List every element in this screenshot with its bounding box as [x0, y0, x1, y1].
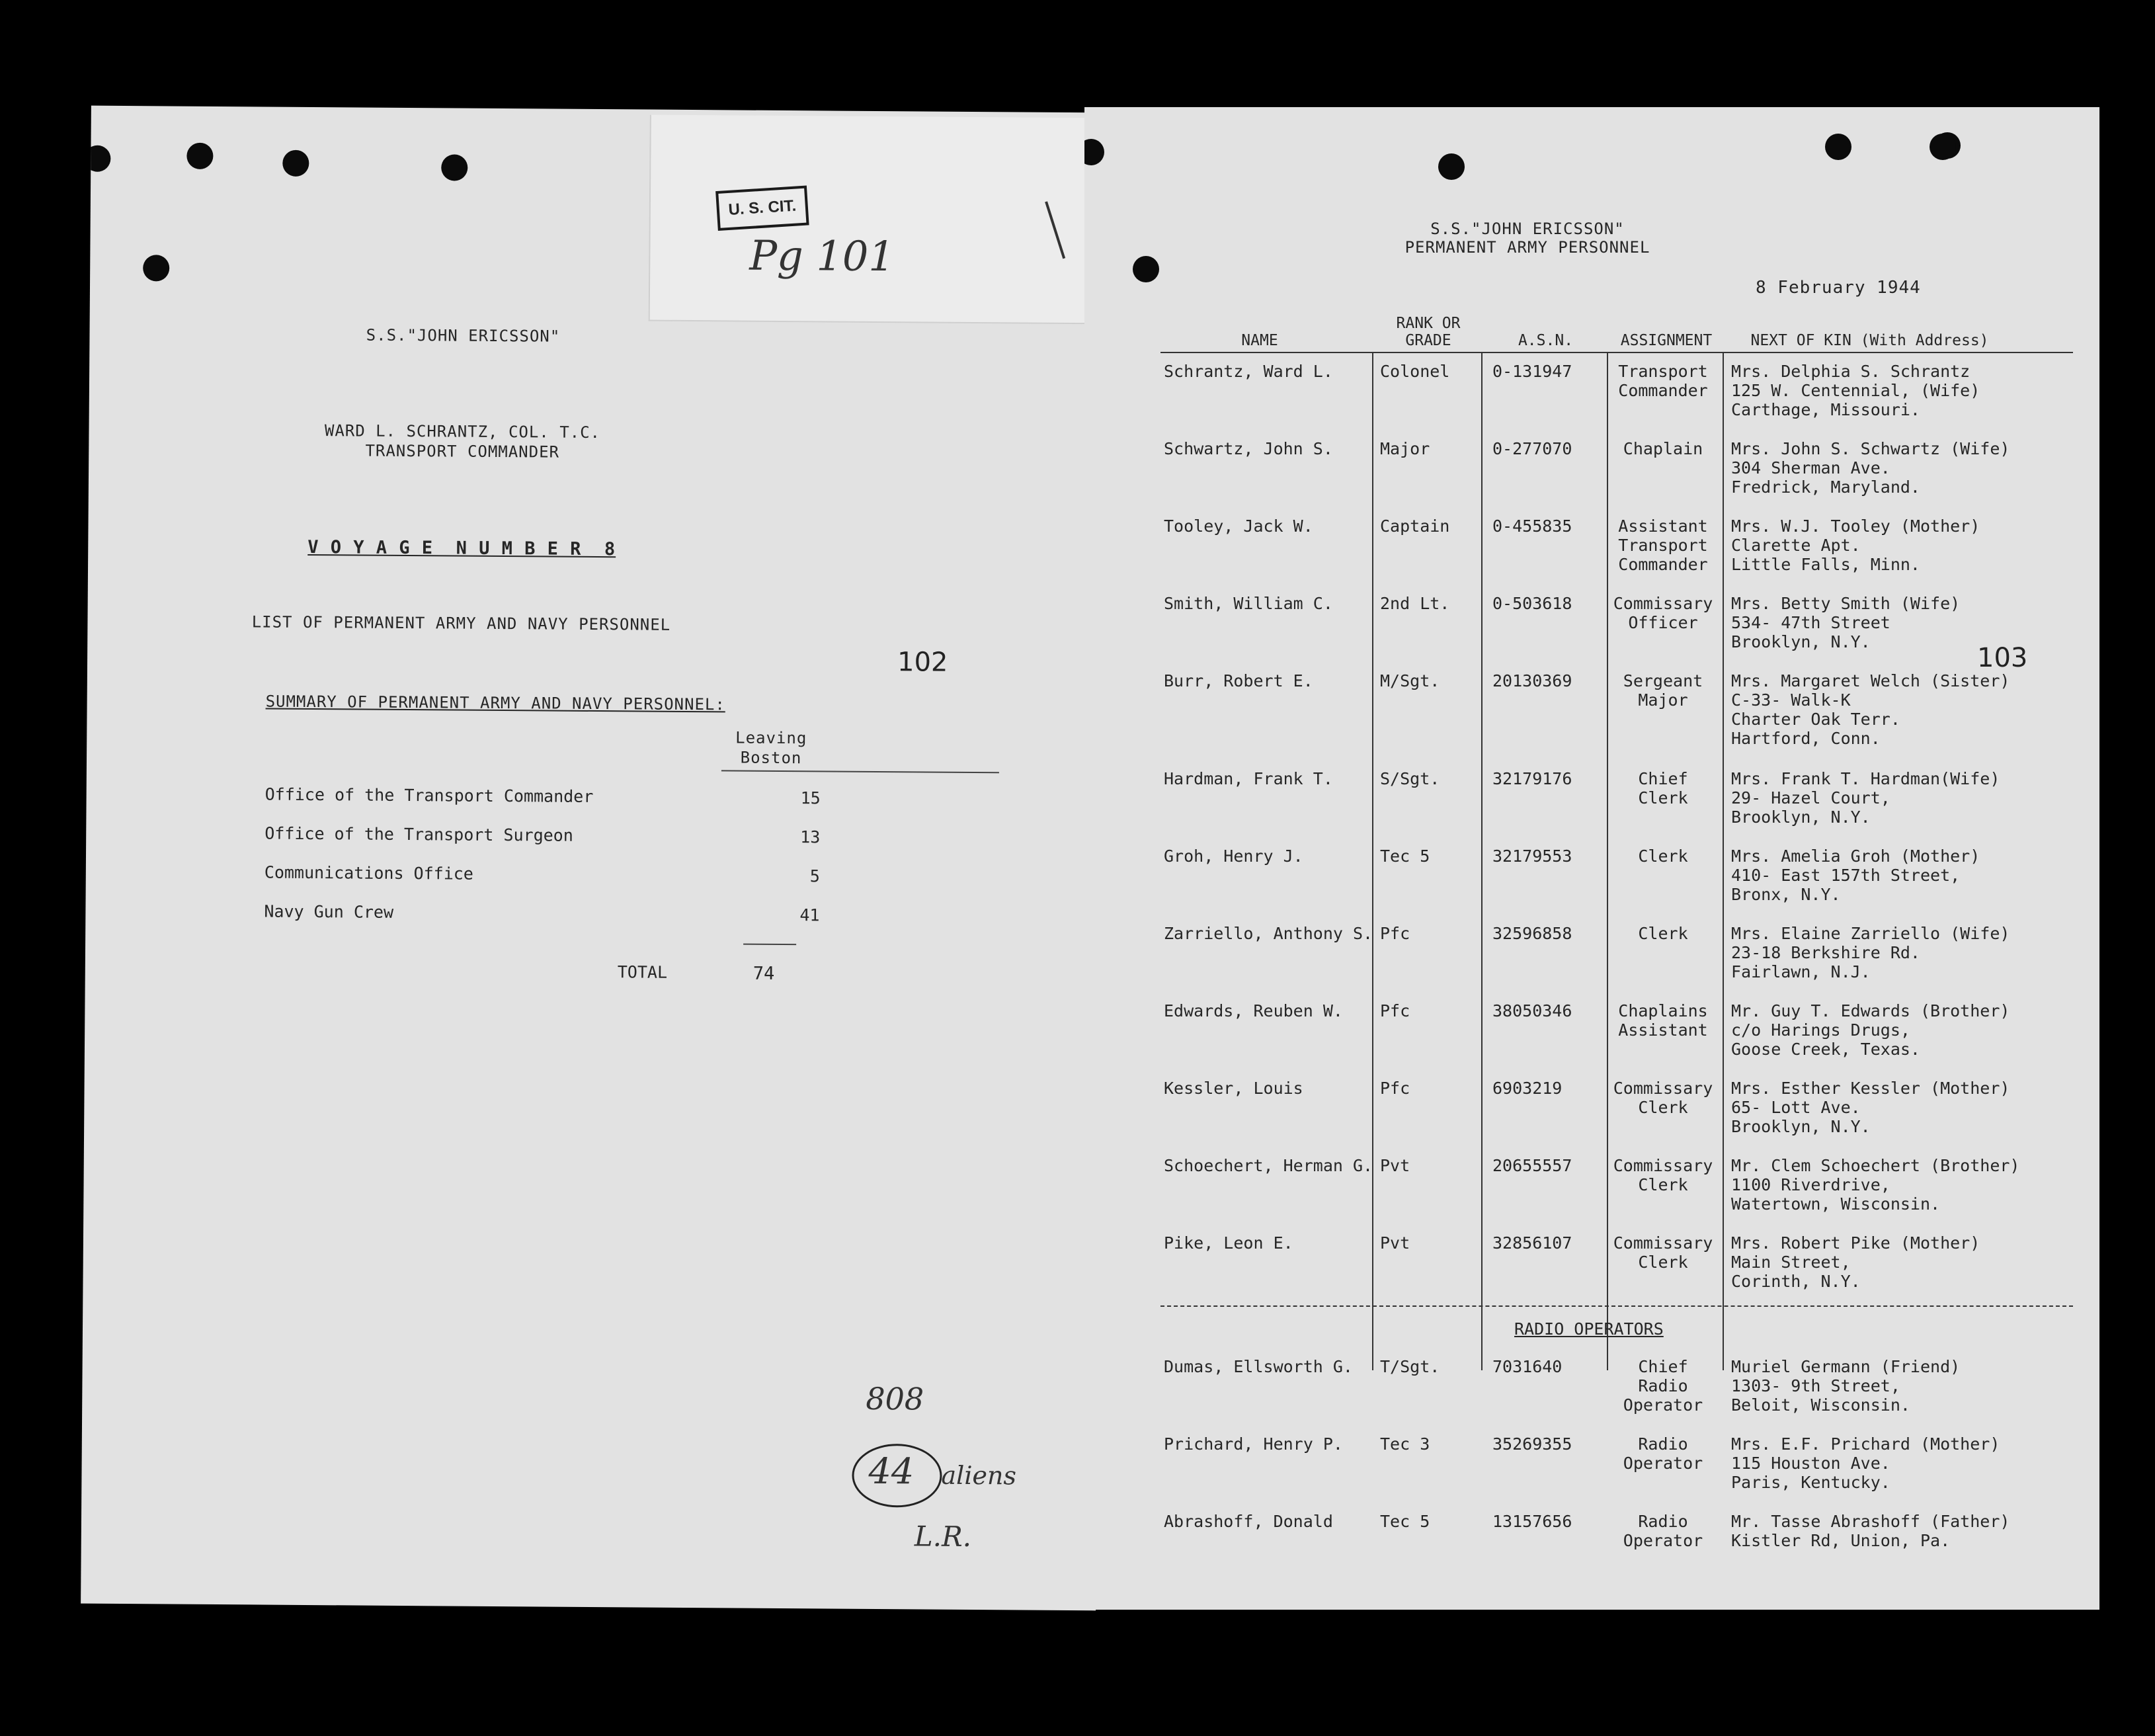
person-rank: 2nd Lt.: [1380, 594, 1450, 613]
section-divider: [1160, 1305, 2073, 1307]
list-title: LIST OF PERMANENT ARMY AND NAVY PERSONNEL: [251, 612, 671, 634]
header-assignment: ASSIGNMENT: [1620, 332, 1713, 349]
binder-hole: [186, 143, 213, 169]
person-rank: S/Sgt.: [1380, 769, 1440, 788]
person-asn: 0-131947: [1492, 362, 1572, 381]
person-asn: 35269355: [1492, 1434, 1572, 1454]
binder-hole: [441, 154, 468, 181]
person-asn: 32596858: [1492, 924, 1572, 943]
person-asn: 6903219: [1492, 1079, 1563, 1098]
person-asn: 38050346: [1492, 1001, 1572, 1020]
person-rank: Pfc: [1380, 924, 1410, 943]
column-rule: [1723, 352, 1724, 1370]
binder-hole: [84, 145, 110, 172]
pen-mark: [1045, 201, 1065, 259]
person-rank: Tec 3: [1380, 1434, 1430, 1454]
person-assignment: Commissary Officer: [1613, 594, 1713, 632]
person-next-of-kin: Mrs. Margaret Welch (Sister) C-33- Walk-K Charter Oak Terr. Hartford, Conn.: [1731, 671, 2010, 748]
person-next-of-kin: Mrs. John S. Schwartz (Wife) 304 Sherman Ave. Fredrick, Maryland.: [1731, 439, 2010, 497]
left-document-page: [81, 106, 1106, 1611]
person-name: Prichard, Henry P.: [1164, 1434, 1343, 1454]
summary-row: [264, 824, 926, 855]
person-rank: Captain: [1380, 517, 1450, 536]
person-assignment: Sergeant Major: [1623, 671, 1703, 710]
person-rank: Tec 5: [1380, 847, 1430, 866]
commander-name: WARD L. SCHRANTZ, COL. T.C.: [324, 421, 601, 442]
summary-value: 13: [800, 827, 821, 847]
person-next-of-kin: Muriel Germann (Friend) 1303- 9th Street, Beloit, Wisconsin.: [1731, 1357, 1961, 1415]
person-name: Hardman, Frank T.: [1164, 769, 1333, 788]
person-next-of-kin: Mrs. Frank T. Hardman(Wife) 29- Hazel Court, Brooklyn, N.Y.: [1731, 769, 2000, 827]
handwritten-page-number: Pg 101: [749, 231, 895, 281]
total-label: TOTAL: [617, 962, 668, 982]
handwritten-initials: L.R.: [914, 1520, 972, 1553]
total-rule: [743, 944, 796, 946]
person-asn: 0-455835: [1492, 517, 1572, 536]
person-rank: Tec 5: [1380, 1512, 1430, 1531]
person-rank: M/Sgt.: [1380, 671, 1440, 690]
column-rule: [721, 770, 999, 773]
person-assignment: Clerk: [1638, 847, 1688, 866]
binder-hole: [282, 150, 309, 177]
summary-row: [264, 902, 925, 933]
binder-hole: [143, 255, 169, 281]
total-value: 74: [752, 963, 775, 984]
person-next-of-kin: Mr. Clem Schoechert (Brother) 1100 Riverdrive, Watertown, Wisconsin.: [1731, 1156, 2020, 1214]
person-rank: Major: [1380, 439, 1430, 458]
column-heading-leaving: Leaving: [735, 728, 807, 748]
right-document-page: [1084, 107, 2099, 1610]
person-asn: 7031640: [1492, 1357, 1563, 1376]
person-assignment: Clerk: [1638, 924, 1688, 943]
person-name: Dumas, Ellsworth G.: [1164, 1357, 1353, 1376]
ship-title: S.S."JOHN ERICSSON": [1430, 220, 1625, 238]
binder-hole: [1133, 256, 1159, 282]
summary-label: Communications Office: [264, 862, 474, 884]
personnel-subtitle: PERMANENT ARMY PERSONNEL: [1404, 238, 1650, 257]
person-next-of-kin: Mrs. Delphia S. Schrantz 125 W. Centennial, (Wife) Carthage, Missouri.: [1731, 362, 1980, 419]
binder-hole: [1084, 139, 1104, 165]
person-assignment: Chief Radio Operator: [1623, 1357, 1703, 1415]
person-next-of-kin: Mrs. Esther Kessler (Mother) 65- Lott Ave. Brooklyn, N.Y.: [1731, 1079, 2010, 1136]
header-rank-line1: RANK OR: [1396, 315, 1461, 332]
person-next-of-kin: Mrs. Robert Pike (Mother) Main Street, Corinth, N.Y.: [1731, 1233, 1980, 1291]
person-next-of-kin: Mrs. Betty Smith (Wife) 534- 47th Street Brooklyn, N.Y.: [1731, 594, 1961, 651]
person-name: Abrashoff, Donald: [1164, 1512, 1333, 1531]
person-asn: 32179176: [1492, 769, 1572, 788]
header-next-of-kin: NEXT OF KIN (With Address): [1750, 332, 1989, 349]
person-assignment: Chaplain: [1623, 439, 1703, 458]
person-asn: 13157656: [1492, 1512, 1572, 1531]
summary-value: 15: [800, 788, 821, 808]
voyage-number: V O Y A G E N U M B E R 8: [307, 536, 616, 560]
summary-value: 5: [809, 866, 820, 886]
binder-hole: [1825, 134, 1851, 160]
handwritten-note-aliens-count: 44: [868, 1450, 915, 1493]
column-heading-boston: Boston: [740, 748, 802, 768]
ship-title: S.S."JOHN ERICSSON": [366, 325, 561, 346]
person-next-of-kin: Mrs. Amelia Groh (Mother) 410- East 157th Street, Bronx, N.Y.: [1731, 847, 1980, 904]
person-assignment: Radio Operator: [1623, 1434, 1703, 1473]
person-next-of-kin: Mr. Tasse Abrashoff (Father) Kistler Rd, Union, Pa.: [1731, 1512, 2010, 1550]
person-name: Edwards, Reuben W.: [1164, 1001, 1343, 1020]
summary-heading: SUMMARY OF PERMANENT ARMY AND NAVY PERSONNEL:: [265, 692, 725, 714]
list-date: 8 February 1944: [1756, 278, 1921, 298]
person-assignment: Commissary Clerk: [1613, 1233, 1713, 1272]
person-assignment: Commissary Clerk: [1613, 1079, 1713, 1117]
header-name: NAME: [1241, 332, 1278, 349]
person-assignment: Assistant Transport Commander: [1618, 517, 1708, 574]
sheet-number: 103: [1977, 643, 2028, 673]
person-assignment: Radio Operator: [1623, 1512, 1703, 1550]
person-next-of-kin: Mr. Guy T. Edwards (Brother) c/o Harings Drugs, Goose Creek, Texas.: [1731, 1001, 2010, 1059]
person-assignment: Transport Commander: [1618, 362, 1708, 400]
binder-hole: [1930, 134, 1956, 160]
person-rank: Colonel: [1380, 362, 1450, 381]
person-name: Groh, Henry J.: [1164, 847, 1303, 866]
binder-hole: [1438, 153, 1465, 180]
certification-slip: [649, 115, 1088, 325]
us-cit-stamp: U. S. CIT.: [715, 185, 809, 231]
person-asn: 32179553: [1492, 847, 1572, 866]
commander-title: TRANSPORT COMMANDER: [365, 441, 560, 462]
person-name: Schwartz, John S.: [1164, 439, 1333, 458]
person-asn: 0-277070: [1492, 439, 1572, 458]
radio-operators-heading: RADIO OPERATORS: [1514, 1319, 1664, 1339]
person-next-of-kin: Mrs. W.J. Tooley (Mother) Clarette Apt. Little Falls, Minn.: [1731, 517, 1980, 574]
person-name: Burr, Robert E.: [1164, 671, 1313, 690]
handwritten-note-total: 808: [866, 1380, 924, 1417]
summary-label: Navy Gun Crew: [264, 901, 394, 922]
person-name: Zarriello, Anthony S.: [1164, 924, 1373, 943]
summary-row: [264, 785, 926, 816]
person-rank: T/Sgt.: [1380, 1357, 1440, 1376]
person-name: Pike, Leon E.: [1164, 1233, 1293, 1253]
person-assignment: Chief Clerk: [1638, 769, 1688, 807]
person-asn: 20655557: [1492, 1156, 1572, 1175]
person-asn: 20130369: [1492, 671, 1572, 690]
header-rule: [1160, 352, 2073, 353]
person-assignment: Chaplains Assistant: [1618, 1001, 1708, 1040]
person-name: Smith, William C.: [1164, 594, 1333, 613]
person-next-of-kin: Mrs. E.F. Prichard (Mother) 115 Houston Ave. Paris, Kentucky.: [1731, 1434, 2000, 1492]
person-rank: Pvt: [1380, 1233, 1410, 1253]
summary-label: Office of the Transport Commander: [264, 784, 594, 806]
person-rank: Pvt: [1380, 1156, 1410, 1175]
handwritten-note-aliens: aliens: [941, 1460, 1017, 1491]
header-asn: A.S.N.: [1518, 332, 1574, 349]
person-name: Schrantz, Ward L.: [1164, 362, 1333, 381]
person-assignment: Commissary Clerk: [1613, 1156, 1713, 1194]
person-next-of-kin: Mrs. Elaine Zarriello (Wife) 23-18 Berkshire Rd. Fairlawn, N.J.: [1731, 924, 2010, 981]
person-asn: 32856107: [1492, 1233, 1572, 1253]
summary-row: [264, 863, 926, 894]
summary-label: Office of the Transport Surgeon: [264, 823, 573, 845]
sheet-number: 102: [897, 647, 948, 678]
header-rank-line2: GRADE: [1405, 332, 1451, 349]
person-name: Tooley, Jack W.: [1164, 517, 1313, 536]
person-rank: Pfc: [1380, 1001, 1410, 1020]
person-name: Schoechert, Herman G.: [1164, 1156, 1373, 1175]
person-rank: Pfc: [1380, 1079, 1410, 1098]
person-asn: 0-503618: [1492, 594, 1572, 613]
summary-value: 41: [799, 905, 820, 925]
person-name: Kessler, Louis: [1164, 1079, 1303, 1098]
